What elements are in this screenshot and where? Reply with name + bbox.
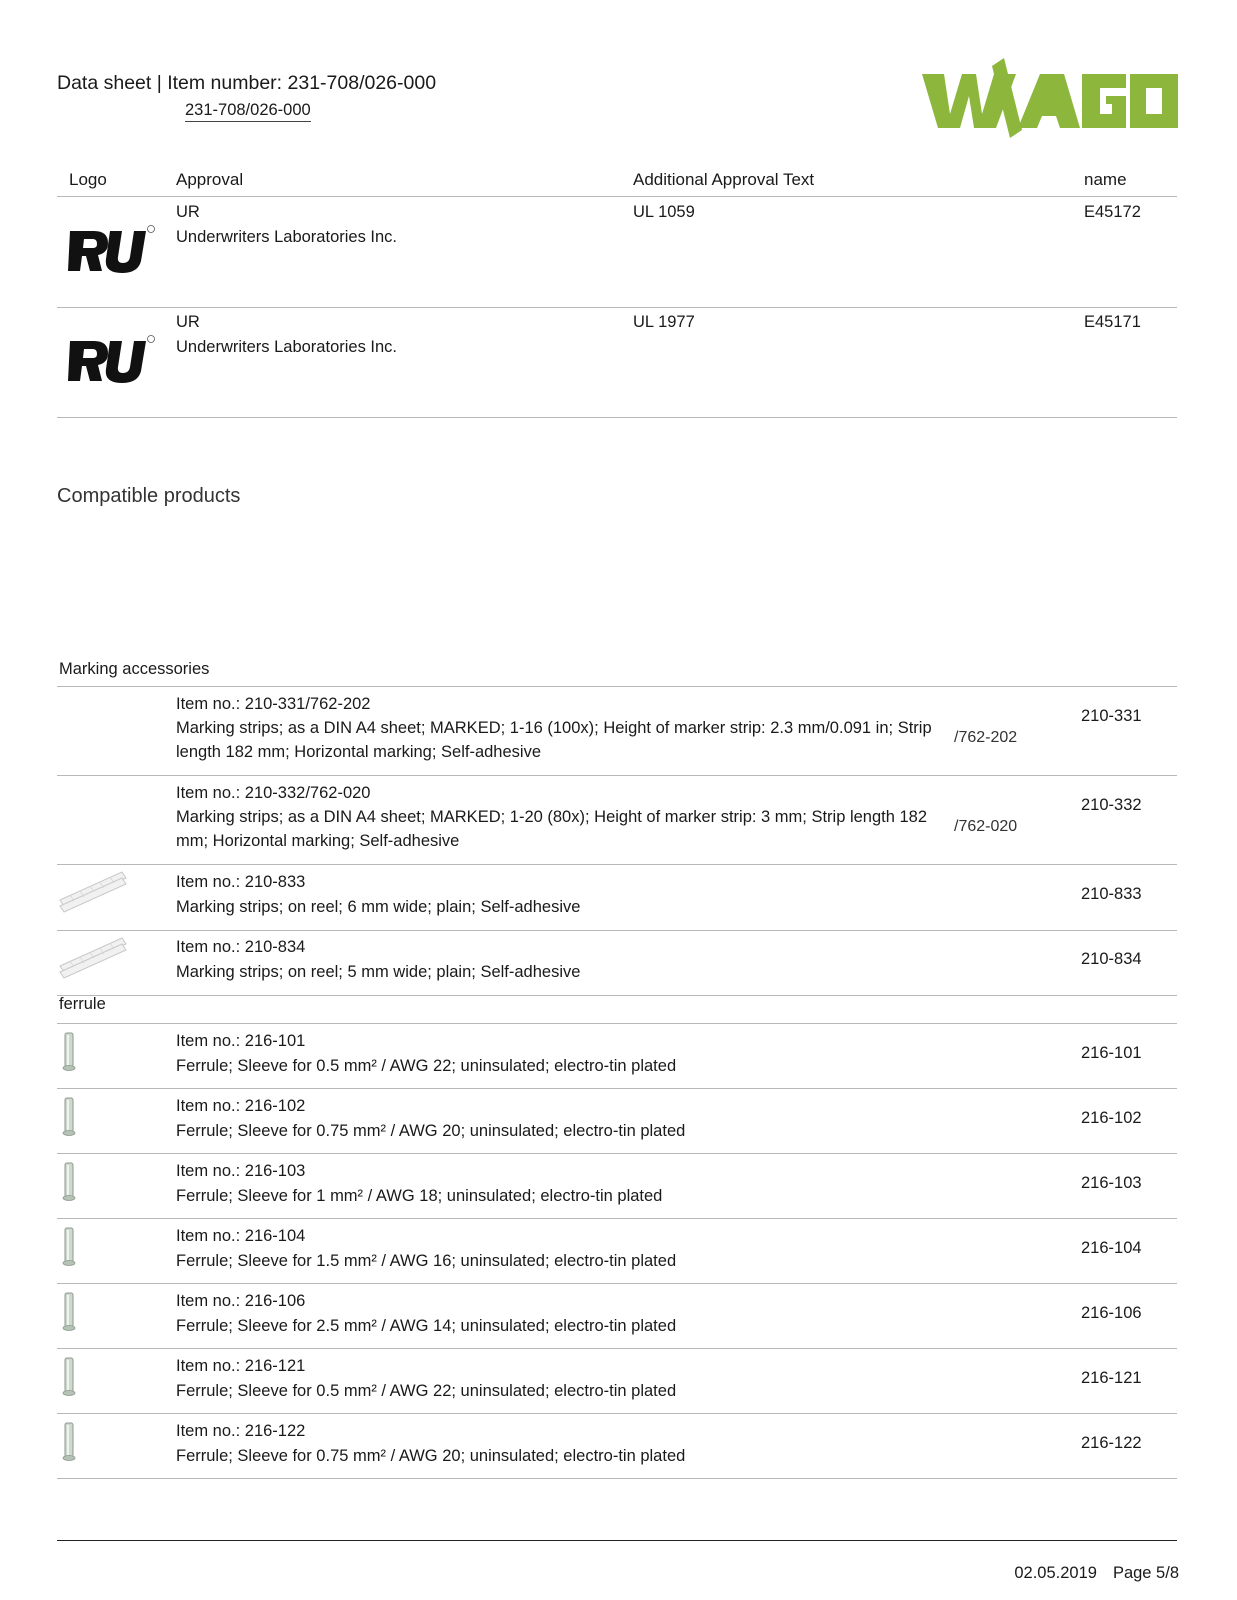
approval-organization: Underwriters Laboratories Inc. (176, 338, 398, 356)
product-description: Ferrule; Sleeve for 0.75 mm² / AWG 20; uninsulated; electro-tin plated (176, 1122, 686, 1140)
ferrule-image (61, 1032, 79, 1072)
product-variant-fragment: /762-020 (954, 818, 1018, 835)
page-footer (1014, 1564, 1179, 1583)
product-item-number[interactable]: Item no.: 216-121 (176, 1357, 306, 1375)
product-code[interactable]: 216-102 (1081, 1109, 1142, 1127)
product-description: Ferrule; Sleeve for 1 mm² / AWG 18; uninsulated; electro-tin plated (176, 1187, 663, 1205)
product-item-number[interactable]: Item no.: 216-102 (176, 1097, 306, 1115)
ferrule-image (61, 1357, 79, 1397)
product-item-number[interactable]: Item no.: 216-104 (176, 1227, 306, 1245)
approval-additional-text: UL 1977 (633, 313, 695, 331)
product-description: Ferrule; Sleeve for 0.5 mm² / AWG 22; uninsulated; electro-tin plated (176, 1382, 677, 1400)
product-code[interactable]: 216-106 (1081, 1304, 1142, 1322)
approval-type: UR (176, 203, 200, 221)
table-divider (57, 196, 1177, 197)
ul-recognized-logo (68, 223, 156, 277)
product-item-number[interactable]: Item no.: 216-122 (176, 1422, 306, 1440)
product-code[interactable]: 216-101 (1081, 1044, 1142, 1062)
product-code[interactable]: 210-834 (1081, 950, 1142, 968)
product-description: Ferrule; Sleeve for 0.5 mm² / AWG 22; uninsulated; electro-tin plated (176, 1057, 677, 1075)
table-divider (57, 417, 1177, 418)
page-number: Page 5/8 (1112, 1564, 1179, 1582)
ferrule-image (61, 1227, 79, 1267)
marking-strip-image (58, 934, 128, 982)
ferrule-image (61, 1097, 79, 1137)
product-code[interactable]: 216-122 (1081, 1434, 1142, 1452)
column-header-name: name (1084, 170, 1127, 189)
ferrule-image (61, 1422, 79, 1462)
product-item-number[interactable]: Item no.: 210-833 (176, 873, 306, 891)
group-label-marking-accessories: Marking accessories (59, 660, 210, 678)
product-code[interactable]: 210-332 (1081, 796, 1142, 814)
table-divider (57, 1153, 1177, 1154)
group-label-ferrule: ferrule (59, 995, 106, 1013)
table-divider (57, 930, 1177, 931)
footer-divider (57, 1540, 1177, 1541)
product-description: Ferrule; Sleeve for 0.75 mm² / AWG 20; uninsulated; electro-tin plated (176, 1447, 686, 1465)
product-item-number[interactable]: Item no.: 210-331/762-202 (176, 695, 371, 713)
product-code[interactable]: 216-103 (1081, 1174, 1142, 1192)
product-description: Ferrule; Sleeve for 1.5 mm² / AWG 16; uninsulated; electro-tin plated (176, 1252, 677, 1270)
section-title: Compatible products (57, 485, 241, 507)
product-code[interactable]: 216-121 (1081, 1369, 1142, 1387)
table-divider (57, 686, 1177, 687)
wago-logo (922, 58, 1178, 144)
product-description: Marking strips; as a DIN A4 sheet; MARKED; 1-20 (80x); Height of marker strip: 3 mm; Strip length 182 mm; Horizontal marking; Self-adhesive (176, 808, 928, 850)
table-divider (57, 995, 1177, 996)
approval-organization: Underwriters Laboratories Inc. (176, 228, 398, 246)
document-title: Data sheet | Item number: 231-708/026-000 (57, 72, 437, 94)
table-divider (57, 1348, 1177, 1349)
product-item-number[interactable]: Item no.: 216-101 (176, 1032, 306, 1050)
product-code[interactable]: 210-331 (1081, 707, 1142, 725)
product-item-number[interactable]: Item no.: 216-103 (176, 1162, 306, 1180)
table-divider (57, 1283, 1177, 1284)
ul-recognized-logo (68, 333, 156, 387)
approval-name: E45172 (1084, 203, 1141, 221)
approval-name: E45171 (1084, 313, 1141, 331)
table-divider (57, 1023, 1177, 1024)
table-divider (57, 307, 1177, 308)
column-header-approval: Approval (176, 170, 244, 189)
product-code[interactable]: 216-104 (1081, 1239, 1142, 1257)
product-item-number[interactable]: Item no.: 210-834 (176, 938, 306, 956)
column-header-additional-text: Additional Approval Text (633, 170, 815, 189)
ferrule-image (61, 1162, 79, 1202)
product-description: Marking strips; as a DIN A4 sheet; MARKED; 1-16 (100x); Height of marker strip: 2.3 mm/0.091 in; Strip length 182 mm; Horizontal marking; Self-adhesive (176, 719, 932, 761)
table-divider (57, 1413, 1177, 1414)
ferrule-image (61, 1292, 79, 1332)
product-description: Marking strips; on reel; 6 mm wide; plain; Self-adhesive (176, 898, 581, 916)
table-divider (57, 775, 1177, 776)
product-variant-fragment: /762-202 (954, 729, 1018, 746)
product-description: Marking strips; on reel; 5 mm wide; plain; Self-adhesive (176, 963, 581, 981)
marking-strip-image (58, 868, 128, 916)
table-divider (57, 1218, 1177, 1219)
product-description: Ferrule; Sleeve for 2.5 mm² / AWG 14; uninsulated; electro-tin plated (176, 1317, 677, 1335)
footer-date: 02.05.2019 (1014, 1564, 1097, 1582)
product-item-number[interactable]: Item no.: 216-106 (176, 1292, 306, 1310)
column-header-logo: Logo (69, 170, 107, 189)
table-divider (57, 864, 1177, 865)
item-number-link[interactable]: 231-708/026-000 (185, 101, 311, 122)
table-divider (57, 1088, 1177, 1089)
approval-type: UR (176, 313, 200, 331)
product-code[interactable]: 210-833 (1081, 885, 1142, 903)
approval-additional-text: UL 1059 (633, 203, 695, 221)
product-item-number[interactable]: Item no.: 210-332/762-020 (176, 784, 371, 802)
table-divider (57, 1478, 1177, 1479)
